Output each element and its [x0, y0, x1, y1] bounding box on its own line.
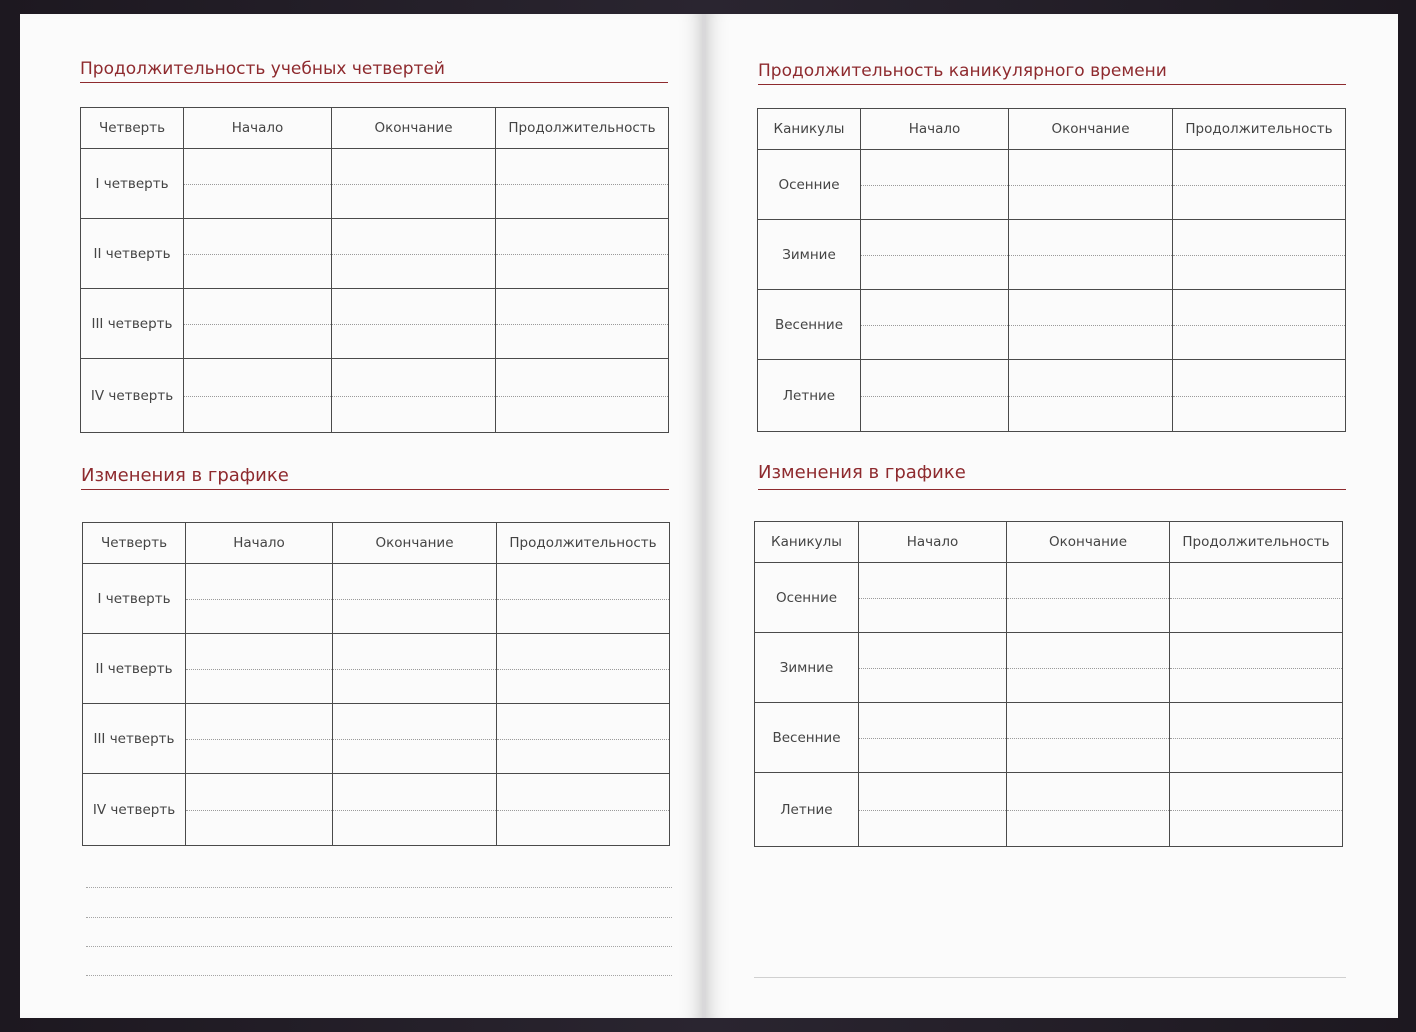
- row-label: Зимние: [758, 220, 861, 290]
- table-header-row: [758, 109, 1346, 150]
- duration-cell[interactable]: [1173, 220, 1346, 290]
- start-cell[interactable]: [861, 290, 1009, 360]
- start-cell[interactable]: [859, 563, 1007, 633]
- holidays-duration-table: [757, 108, 1346, 432]
- quarters-duration-table: [80, 107, 669, 433]
- end-cell[interactable]: [333, 564, 497, 634]
- table-header-row: [83, 523, 670, 564]
- row-label: III четверть: [81, 289, 184, 359]
- start-cell[interactable]: [184, 219, 332, 289]
- end-cell[interactable]: [1009, 220, 1173, 290]
- row-label: Осенние: [758, 150, 861, 220]
- holidays-duration-title: Продолжительность каникулярного времени: [758, 61, 1167, 81]
- end-cell[interactable]: [1007, 703, 1170, 773]
- table-row: [81, 149, 669, 219]
- table-row: [758, 360, 1346, 432]
- col-header-start: Начало: [861, 109, 1009, 150]
- duration-cell[interactable]: [497, 564, 670, 634]
- table-row: [755, 773, 1343, 847]
- col-header-quarter: Четверть: [81, 108, 184, 149]
- writing-line[interactable]: [86, 887, 672, 888]
- duration-cell[interactable]: [1170, 563, 1343, 633]
- table-row: [758, 150, 1346, 220]
- table-row: [81, 359, 669, 433]
- start-cell[interactable]: [184, 149, 332, 219]
- quarters-changes-title: Изменения в графике: [81, 465, 289, 486]
- col-header-holidays: Каникулы: [758, 109, 861, 150]
- end-cell[interactable]: [333, 774, 497, 846]
- writing-line[interactable]: [754, 977, 1346, 978]
- row-label: IV четверть: [81, 359, 184, 433]
- row-label: II четверть: [83, 634, 186, 704]
- end-cell[interactable]: [332, 219, 496, 289]
- end-cell[interactable]: [332, 149, 496, 219]
- col-header-end: Окончание: [332, 108, 496, 149]
- end-cell[interactable]: [332, 359, 496, 433]
- col-header-quarter: Четверть: [83, 523, 186, 564]
- quarters-changes-rule: [81, 489, 669, 490]
- col-header-duration: Продолжительность: [1170, 522, 1343, 563]
- table-row: [81, 219, 669, 289]
- col-header-start: Начало: [186, 523, 333, 564]
- end-cell[interactable]: [1007, 563, 1170, 633]
- row-label: IV четверть: [83, 774, 186, 846]
- col-header-end: Окончание: [1007, 522, 1170, 563]
- holidays-changes-table: [754, 521, 1343, 847]
- col-header-duration: Продолжительность: [496, 108, 669, 149]
- end-cell[interactable]: [1007, 633, 1170, 703]
- row-label: Осенние: [755, 563, 859, 633]
- duration-cell[interactable]: [497, 704, 670, 774]
- holidays-changes-rule: [758, 489, 1346, 490]
- duration-cell[interactable]: [497, 634, 670, 704]
- end-cell[interactable]: [1007, 773, 1170, 847]
- duration-cell[interactable]: [1170, 703, 1343, 773]
- start-cell[interactable]: [861, 220, 1009, 290]
- writing-line[interactable]: [86, 975, 672, 976]
- table-row: [83, 634, 670, 704]
- quarters-changes-table: [82, 522, 670, 846]
- start-cell[interactable]: [186, 704, 333, 774]
- duration-cell[interactable]: [1173, 290, 1346, 360]
- col-header-duration: Продолжительность: [1173, 109, 1346, 150]
- end-cell[interactable]: [1009, 290, 1173, 360]
- row-label: III четверть: [83, 704, 186, 774]
- col-header-end: Окончание: [333, 523, 497, 564]
- table-row: [755, 703, 1343, 773]
- table-header-row: [81, 108, 669, 149]
- start-cell[interactable]: [859, 773, 1007, 847]
- table-header-row: [755, 522, 1343, 563]
- start-cell[interactable]: [186, 634, 333, 704]
- table-row: [83, 564, 670, 634]
- holidays-changes-title: Изменения в графике: [758, 462, 966, 483]
- col-header-end: Окончание: [1009, 109, 1173, 150]
- writing-line[interactable]: [86, 946, 672, 947]
- row-label: Летние: [758, 360, 861, 432]
- end-cell[interactable]: [1009, 360, 1173, 432]
- start-cell[interactable]: [861, 360, 1009, 432]
- end-cell[interactable]: [1009, 150, 1173, 220]
- row-label: Зимние: [755, 633, 859, 703]
- duration-cell[interactable]: [496, 149, 669, 219]
- col-header-start: Начало: [859, 522, 1007, 563]
- row-label: Весенние: [758, 290, 861, 360]
- row-label: II четверть: [81, 219, 184, 289]
- writing-line[interactable]: [86, 917, 672, 918]
- end-cell[interactable]: [333, 704, 497, 774]
- table-row: [81, 289, 669, 359]
- table-row: [755, 633, 1343, 703]
- start-cell[interactable]: [859, 633, 1007, 703]
- start-cell[interactable]: [186, 564, 333, 634]
- start-cell[interactable]: [184, 289, 332, 359]
- table-row: [758, 290, 1346, 360]
- end-cell[interactable]: [333, 634, 497, 704]
- start-cell[interactable]: [184, 359, 332, 433]
- duration-cell[interactable]: [1170, 773, 1343, 847]
- quarters-duration-rule: [80, 82, 668, 83]
- table-row: [758, 220, 1346, 290]
- table-row: [83, 704, 670, 774]
- holidays-duration-rule: [758, 84, 1346, 85]
- row-label: Летние: [755, 773, 859, 847]
- end-cell[interactable]: [332, 289, 496, 359]
- start-cell[interactable]: [859, 703, 1007, 773]
- duration-cell[interactable]: [497, 774, 670, 846]
- col-header-holidays: Каникулы: [755, 522, 859, 563]
- col-header-start: Начало: [184, 108, 332, 149]
- table-row: [755, 563, 1343, 633]
- row-label: I четверть: [83, 564, 186, 634]
- left-page: [20, 14, 702, 1018]
- start-cell[interactable]: [861, 150, 1009, 220]
- row-label: I четверть: [81, 149, 184, 219]
- right-page: [706, 14, 1398, 1018]
- duration-cell[interactable]: [1170, 633, 1343, 703]
- duration-cell[interactable]: [1173, 360, 1346, 432]
- duration-cell[interactable]: [496, 219, 669, 289]
- row-label: Весенние: [755, 703, 859, 773]
- start-cell[interactable]: [186, 774, 333, 846]
- quarters-duration-title: Продолжительность учебных четвертей: [80, 59, 445, 79]
- col-header-duration: Продолжительность: [497, 523, 670, 564]
- duration-cell[interactable]: [496, 289, 669, 359]
- duration-cell[interactable]: [1173, 150, 1346, 220]
- duration-cell[interactable]: [496, 359, 669, 433]
- table-row: [83, 774, 670, 846]
